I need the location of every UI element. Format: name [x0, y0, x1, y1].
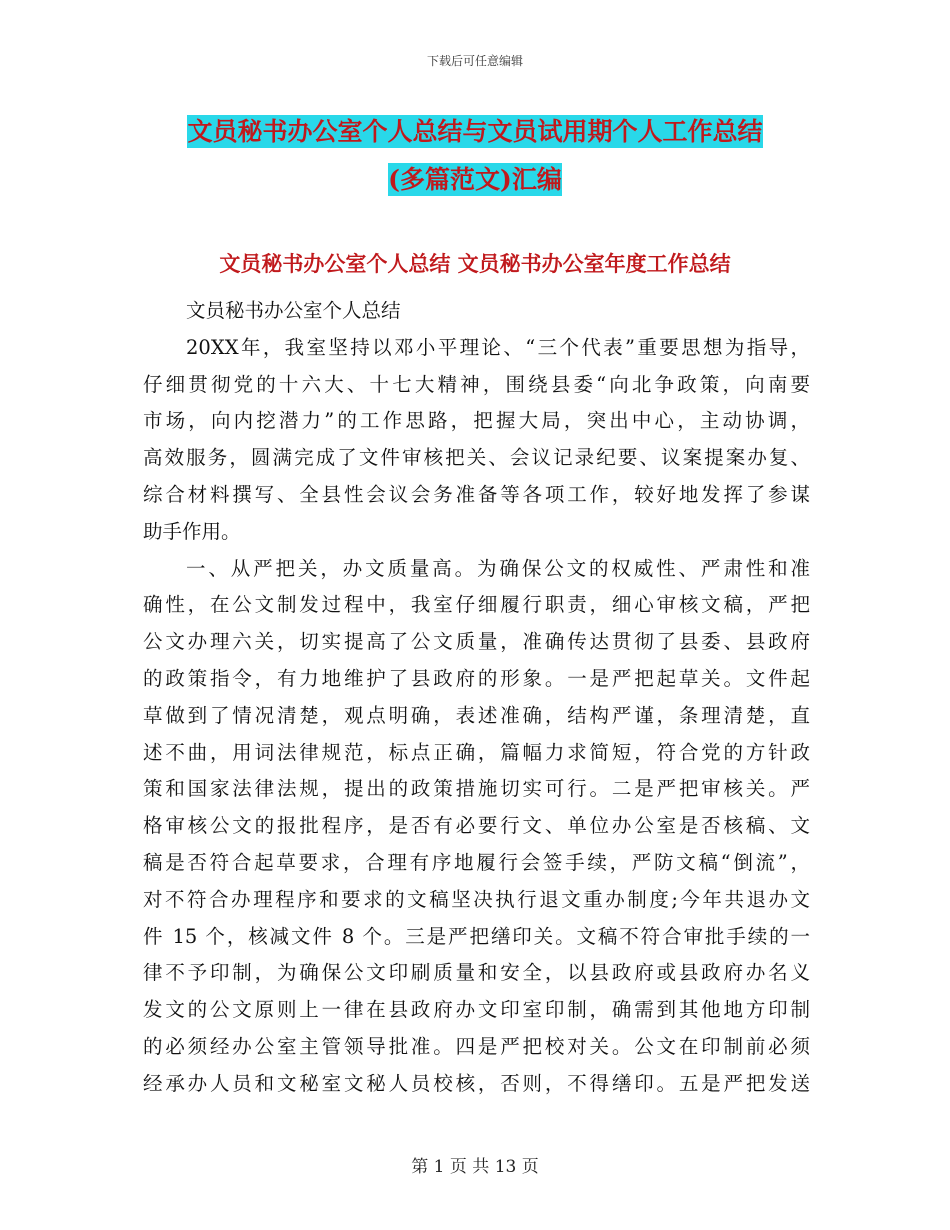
paragraph-line: 公文办理六关，切实提高了公文质量，准确传达贯彻了县委、县政府 — [143, 630, 810, 654]
paragraph-line: 律不予印制，为确保公文印刷质量和安全，以县政府或县政府办名义 — [143, 961, 810, 985]
paragraph-1 — [143, 330, 810, 551]
paragraph-line: 的政策指令，有力地维护了县政府的形象。一是严把起草关。文件起 — [143, 666, 810, 690]
page-footer: 第 1 页 共 13 页 — [411, 1157, 539, 1177]
paragraph-line: 经承办人员和文秘室文秘人员校核，否则，不得缮印。五是严把发送 — [143, 1071, 810, 1095]
paragraph-line: 对不符合办理程序和要求的文稿坚决执行退文重办制度;今年共退办文 — [143, 887, 810, 911]
paragraph-line: 一、从严把关，办文质量高。为确保公文的权威性、严肃性和准 — [186, 556, 810, 580]
title-line-1: 文员秘书办公室个人总结与文员试用期个人工作总结 — [187, 117, 763, 146]
subtitle: 文员秘书办公室个人总结 — [186, 299, 401, 322]
paragraph-line: 仔细贯彻党的十六大、十七大精神，围绕县委“向北争政策，向南要 — [143, 372, 810, 396]
paragraph-line: 述不曲，用词法律规范，标点正确，篇幅力求简短，符合党的方针政 — [143, 740, 810, 764]
paragraph-line: 市场，向内挖潜力”的工作思路，把握大局，突出中心，主动协调， — [143, 409, 810, 433]
paragraph-line: 草做到了情况清楚，观点明确，表述准确，结构严谨，条理清楚，直 — [143, 703, 810, 727]
header-note: 下载后可任意编辑 — [426, 54, 523, 68]
paragraph-line: 20XX年，我室坚持以邓小平理论、“三个代表”重要思想为指导， — [186, 335, 810, 359]
paragraph-line: 助手作用。 — [143, 519, 241, 543]
paragraph-line: 发文的公文原则上一律在县政府办文印室印制，确需到其他地方印制 — [143, 998, 810, 1022]
paragraph-line: 件 15 个，核减文件 8 个。三是严把缮印关。文稿不符合审批手续的一 — [143, 924, 810, 948]
paragraph-line: 确性，在公文制发过程中，我室仔细履行职责，细心审核文稿，严把 — [143, 593, 810, 617]
paragraph-line: 的必须经办公室主管领导批准。四是严把校对关。公文在印制前必须 — [143, 1034, 810, 1058]
title-line-2: (多篇范文)汇编 — [388, 165, 562, 194]
section-title: 文员秘书办公室个人总结 文员秘书办公室年度工作总结 — [219, 251, 731, 276]
paragraph-line: 策和国家法律法规，提出的政策措施切实可行。二是严把审核关。严 — [143, 777, 810, 801]
paragraph-line: 稿是否符合起草要求，合理有序地履行会签手续，严防文稿“倒流”， — [143, 850, 810, 874]
document-body — [143, 293, 810, 1103]
paragraph-2 — [143, 551, 810, 1103]
paragraph-line: 高效服务，圆满完成了文件审核把关、会议记录纪要、议案提案办复、 — [143, 446, 810, 470]
paragraph-line: 格审核公文的报批程序，是否有必要行文、单位办公室是否核稿、文 — [143, 814, 810, 838]
document-title — [0, 108, 950, 204]
paragraph-line: 综合材料撰写、全县性会议会务准备等各项工作，较好地发挥了参谋 — [143, 482, 810, 506]
